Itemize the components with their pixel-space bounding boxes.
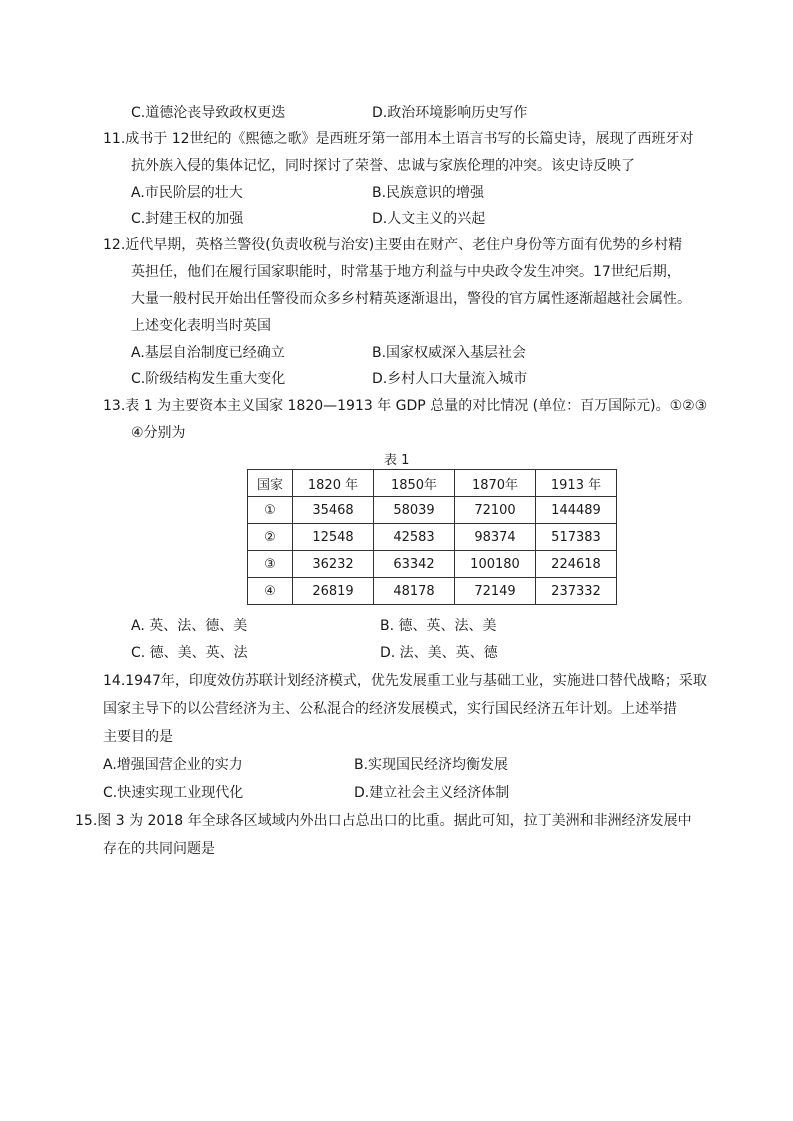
q11-option-b: B.民族意识的增强 bbox=[372, 185, 485, 201]
q15-stem-line2: 存在的共同问题是 bbox=[103, 841, 215, 857]
table-cell: 100180 bbox=[455, 551, 536, 578]
q14-stem-line1: 14.1947年，印度效仿苏联计划经济模式，优先发展重工业与基础工业，实施进口替代战略；采取 bbox=[103, 673, 707, 689]
table-cell: 42583 bbox=[374, 524, 455, 551]
table-cell: 517383 bbox=[536, 524, 617, 551]
gdp-table bbox=[247, 469, 617, 605]
q12-stem-line1: 12.近代早期，英格兰警役(负责收税与治安)主要由在财产、老住户身份等方面有优势的乡村精 bbox=[103, 237, 683, 253]
table-cell: ② bbox=[248, 524, 293, 551]
table-header-row bbox=[248, 470, 617, 497]
q14-option-b: B.实现国民经济均衡发展 bbox=[354, 757, 509, 773]
q12-option-a: A.基层自治制度已经确立 bbox=[131, 345, 285, 361]
table-cell: ③ bbox=[248, 551, 293, 578]
q13-option-b: B. 德、英、法、美 bbox=[380, 618, 497, 634]
table-cell: 35468 bbox=[293, 497, 374, 524]
table-cell: 63342 bbox=[374, 551, 455, 578]
table-header: 国家 bbox=[248, 470, 293, 497]
q14-option-d: D.建立社会主义经济体制 bbox=[354, 785, 510, 801]
table-cell: 36232 bbox=[293, 551, 374, 578]
table-cell: 224618 bbox=[536, 551, 617, 578]
q12-stem-line3: 大量一般村民开始出任警役而众多乡村精英逐渐退出，警役的官方属性逐渐超越社会属性。 bbox=[131, 291, 691, 307]
table-cell: 48178 bbox=[374, 578, 455, 605]
q14-stem-line3: 主要目的是 bbox=[103, 729, 173, 745]
table-header: 1913 年 bbox=[536, 470, 617, 497]
table-cell: ① bbox=[248, 497, 293, 524]
table-cell: 72100 bbox=[455, 497, 536, 524]
q12-option-c: C.阶级结构发生重大变化 bbox=[131, 371, 286, 387]
table-cell: 237332 bbox=[536, 578, 617, 605]
q10-option-d: D.政治环境影响历史写作 bbox=[372, 105, 528, 121]
table-row bbox=[248, 524, 617, 551]
q12-option-b: B.国家权威深入基层社会 bbox=[372, 345, 527, 361]
table-cell: 98374 bbox=[455, 524, 536, 551]
q11-stem-line1: 11.成书于 12世纪的《熙德之歌》是西班牙第一部用本土语言书写的长篇史诗，展现了西班牙对 bbox=[103, 131, 694, 147]
q13-option-d: D. 法、美、英、德 bbox=[380, 645, 498, 661]
q12-stem-line4: 上述变化表明当时英国 bbox=[131, 318, 271, 334]
table-cell: 26819 bbox=[293, 578, 374, 605]
q11-stem-line2: 抗外族入侵的集体记忆，同时探讨了荣誉、忠诚与家族伦理的冲突。该史诗反映了 bbox=[131, 158, 635, 174]
q13-option-a: A. 英、法、德、美 bbox=[131, 618, 248, 634]
table-row bbox=[248, 551, 617, 578]
q12-option-d: D.乡村人口大量流入城市 bbox=[372, 371, 528, 387]
table-row bbox=[248, 497, 617, 524]
q14-option-c: C.快速实现工业现代化 bbox=[103, 785, 244, 801]
table-cell: 58039 bbox=[374, 497, 455, 524]
table-cell: 12548 bbox=[293, 524, 374, 551]
table-header: 1870年 bbox=[455, 470, 536, 497]
table-header: 1850年 bbox=[374, 470, 455, 497]
table-caption: 表 1 bbox=[384, 453, 410, 468]
q10-option-c: C.道德沦丧导致政权更迭 bbox=[131, 105, 286, 121]
q15-stem-line1: 15.图 3 为 2018 年全球各区域域内外出口占总出口的比重。据此可知，拉丁美洲和非洲经济发展中 bbox=[75, 813, 692, 829]
table-header: 1820 年 bbox=[293, 470, 374, 497]
q14-option-a: A.增强国营企业的实力 bbox=[103, 757, 243, 773]
q11-option-a: A.市民阶层的壮大 bbox=[131, 185, 243, 201]
q12-stem-line2: 英担任，他们在履行国家职能时，时常基于地方利益与中央政令发生冲突。17世纪后期， bbox=[131, 264, 681, 280]
table-cell: ④ bbox=[248, 578, 293, 605]
q13-option-c: C. 德、美、英、法 bbox=[131, 645, 248, 661]
q11-option-d: D.人文主义的兴起 bbox=[372, 211, 486, 227]
table-cell: 72149 bbox=[455, 578, 536, 605]
q13-stem-line1: 13.表 1 为主要资本主义国家 1820—1913 年 GDP 总量的对比情况 (单位：百万国际元)。①②③ bbox=[103, 398, 708, 414]
table-cell: 144489 bbox=[536, 497, 617, 524]
q13-stem-line2: ④分别为 bbox=[131, 425, 186, 441]
q11-option-c: C.封建王权的加强 bbox=[131, 211, 244, 227]
table-row bbox=[248, 578, 617, 605]
q14-stem-line2: 国家主导下的以公营经济为主、公私混合的经济发展模式，实行国民经济五年计划。上述举措 bbox=[103, 701, 677, 717]
